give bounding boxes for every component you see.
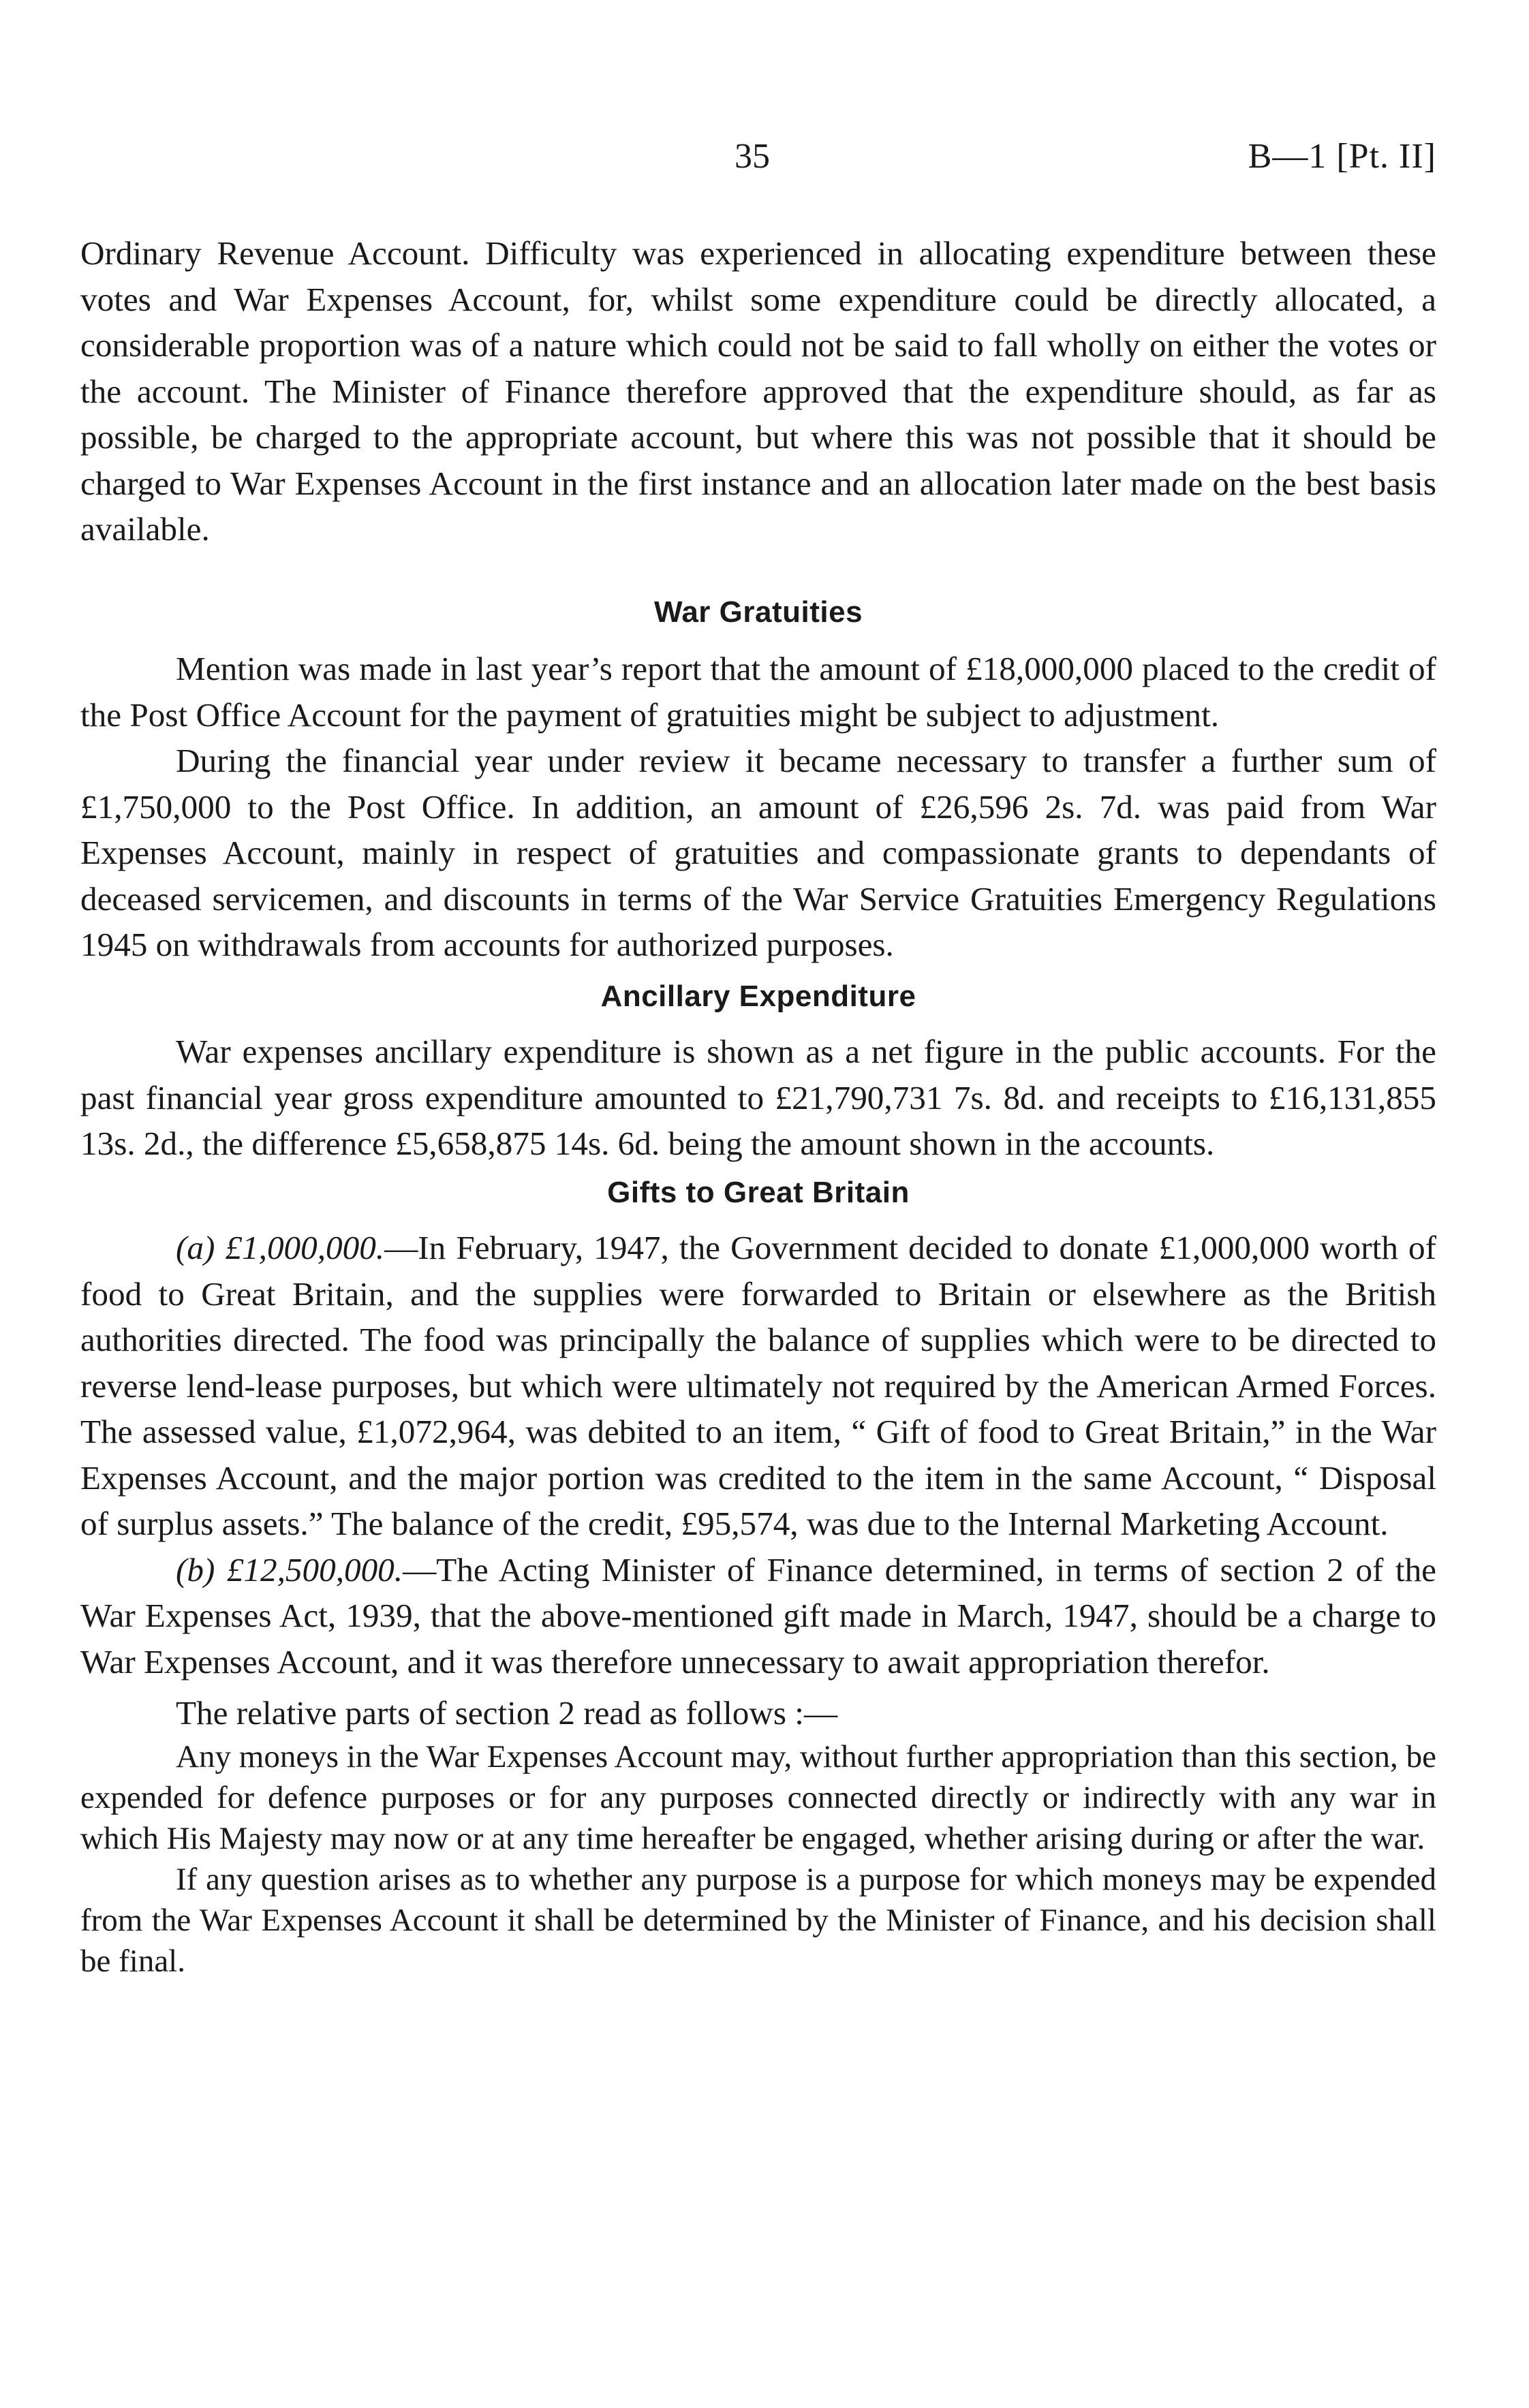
gift-item-b-label: (b) £12,500,000. — [176, 1550, 403, 1589]
section-2-quote-1: Any moneys in the War Expenses Account may, without further appropriation than this section, be expended for defence purposes or for any purposes connected directly or indirectly with any war in which His Majesty may now or at any time hereafter be engaged, whether arising during or after the war. — [80, 1738, 1436, 1856]
intro-paragraph: Ordinary Revenue Account. Difficulty was experienced in allocating expenditure between these votes and War Expenses Account, for, whilst some expenditure could be directly allocated, a considerable proportion was of a nature which could not be said to fall wholly on either the votes or the account. The Minister of Finance therefore approved that the expenditure should, as far as possible, be charged to the appropriate account, but where this was not possible that it should be charged to War Expenses Account in the first instance and an allocation later made on the best basis available. — [80, 234, 1436, 548]
gift-item-b-text: —The Acting Minister of Finance determined, in terms of section 2 of the War Expenses Act, 1939, that the above-mentioned gift made in March, 1947, should be a charge to War Expenses Account, and it was therefore unnecessary to await appropriation therefor. — [80, 1550, 1437, 1680]
running-head: B—1 [Pt. II] — [1248, 137, 1436, 176]
page-header — [80, 136, 1436, 191]
page-number: 35 — [735, 137, 770, 176]
war-gratuities-paragraph-1: Mention was made in last year’s report that the amount of £18,000,000 placed to the credit of the Post Office Account for the payment of gratuities might be subject to adjustment. — [80, 650, 1436, 734]
gift-item-a-text: —In February, 1947, the Government decided to donate £1,000,000 worth of food to Great Britain, and the supplies were forwarded to Britain or elsewhere as the British authorities directed. The food was principally the balance of supplies which were to be directed to reverse lend-lease purposes, but which were ultimately not required by the American Armed Forces. The assessed value, £1,072,964, was debited to an item, “ Gift of food to Great Britain,” in the War Expenses Account, and the major portion was credited to the item in the same Account, “ Disposal of surplus assets.” The balance of the credit, £95,574, was due to the Internal Marketing Account. — [80, 1229, 1436, 1542]
section-2-quote-2: If any question arises as to whether any purpose is a purpose for which moneys may be expended from the War Expenses Account it shall be determined by the Minister of Finance, and his decision shall be final. — [80, 1861, 1436, 1979]
gift-item-a — [80, 1225, 1436, 1547]
gift-item-a-label: (a) £1,000,000. — [176, 1229, 385, 1266]
gifts-heading: Gifts to Great Britain — [607, 1175, 910, 1209]
section-2-intro: The relative parts of section 2 read as follows :— — [176, 1694, 838, 1732]
gift-item-b — [80, 1547, 1436, 1685]
war-gratuities-heading: War Gratuities — [653, 595, 863, 629]
war-gratuities-paragraph-2: During the financial year under review it became necessary to transfer a further sum of £1,750,000 to the Post Office. In addition, an amount of £26,596 2s. 7d. was paid from War Expenses Account, mainly in respect of gratuities and compassionate grants to dependants of deceased servicemen, and discounts in terms of the War Service Gratuities Emergency Regulations 1945 on withdrawals from accounts for authorized purposes. — [80, 742, 1436, 963]
ancillary-expenditure-heading: Ancillary Expenditure — [600, 979, 916, 1013]
ancillary-expenditure-paragraph: War expenses ancillary expenditure is shown as a net figure in the public accounts. For the past financial year gross expenditure amounted to £21,790,731 7s. 8d. and receipts to £16,131,855 13s. 2d., the difference £5,658,875 14s. 6d. being the amount shown in the accounts. — [80, 1033, 1436, 1162]
document-body — [80, 230, 1436, 1982]
